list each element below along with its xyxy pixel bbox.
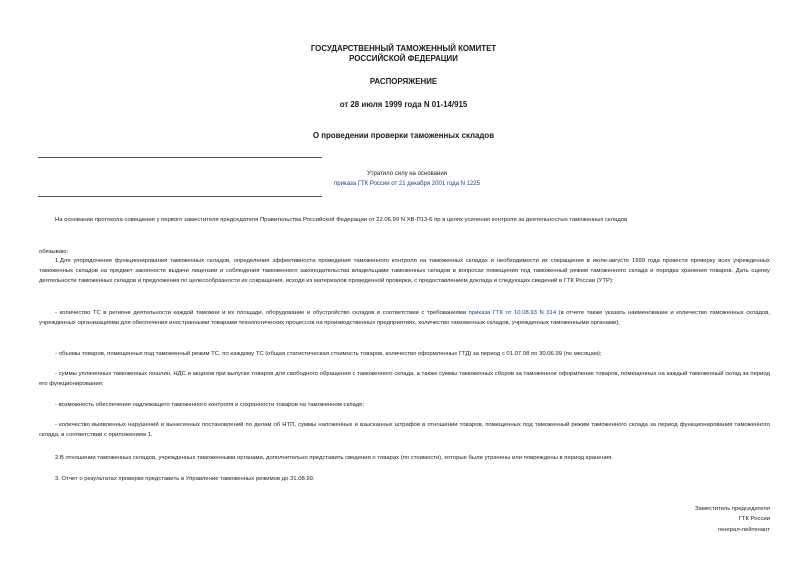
bullet-3-paragraph: - суммы уплаченных таможенных пошлин, НДС и акцизов при выпуске товаров для свободного обращения с таможенного склада, а также суммы таможенных сборов за таможенное оформление товаров, помещенных на каждый таможенный склад за период его функционирования; <box>39 371 770 387</box>
lost-force-text: Утратило силу на основании <box>366 171 448 177</box>
bullet-1-text-start: - количество ТС в регионе деятельности каждой таможни и их площади, оборудование и обустройство складов в соответствии с требованиями <box>55 310 469 316</box>
committee-line-2: РОССИЙСКОЙ ФЕДЕРАЦИИ <box>349 54 458 63</box>
item-1-paragraph: 1.Для упорядочения функционирования таможенных складов, определения эффективности проведения таможенного контроля на таможенных складах и необходимости их сокращения в июле-августе 1999 года провести проверку всех учрежденных таможенных складов на предмет законности выдачи лицензии и соблюдения таможенного законодательства владельцами таможенных складов в вопросах помещения под таможенный режим таможенного склада и порядка хранения товаров. Дать оценку деятельности таможенных складов и предложения по целесообразности их сокращения, исходя из материалов проведенной проверки, с предоставлением доклада и следующих сведений в ГТК России (УТР): <box>39 258 770 284</box>
committee-line-1: ГОСУДАРСТВЕННЫЙ ТАМОЖЕННЫЙ КОМИТЕТ <box>310 44 497 53</box>
document-type: РАСПОРЯЖЕНИЕ <box>369 77 438 86</box>
status-block <box>207 169 607 189</box>
item-2-paragraph: 2.В отношении таможенных складов, учрежденных таможенными органами, дополнительно представить сведения о товарах (по стоимости), которые были утрачены или повреждены в период хранения. <box>55 455 613 461</box>
bullet-1-text-end: (в отчете также указать наименование и количество таможенных складов, учрежденных организациями для обеспечения иностранными товарами технологических процессов на производственных предприятиях, количество таможенных складов, учрежденных таможенными органами); <box>39 310 770 326</box>
divider-top <box>38 157 322 158</box>
signature-line-1: Заместитель председателя <box>694 506 770 512</box>
intro-paragraph: На основании протокола совещения у первого заместителя председателя Правительства Российской Федерации от 22.06.99 N ХВ-П13-6 пр в целях усиления контроля за деятельностью таможенных складов <box>55 217 628 223</box>
bullet-4-paragraph: - возможность обеспечения надлежащего таможенного контроля и сохранности товаров на таможенном складе; <box>55 402 365 408</box>
order-314-link[interactable]: приказа ГТК от 10.08.93 N 314 <box>468 310 557 316</box>
signature-line-3: генерал-лейтенант <box>717 526 770 533</box>
obliges-label: обязываю: <box>39 249 69 255</box>
signature-block <box>695 504 770 535</box>
item-3-paragraph: 3. Отчет о результатах проверки представить в Управление таможенных режимов до 31.08.99. <box>55 476 315 482</box>
bullet-2-paragraph: - объемы товаров, помещенных под таможенный режим ТС, по каждому ТС (общая статистическая стоимость товаров, количество оформленных ГТД) за период с 01.07.98 по 30.06.99 (по месяцам); <box>55 351 602 357</box>
bullet-5-paragraph: - количество выявленных нарушений и вынесенных постановлений по делам об НТП, суммы наложенных и взысканных штрафов в отношении товаров, помещенных под таможенный режим таможенного склада за период функционирования таможенного склада, в соответствии с приложением 1. <box>39 422 770 438</box>
lost-force-link[interactable]: приказа ГТК России от 21 декабря 2001 года N 1225 <box>334 181 480 187</box>
divider-bottom <box>38 196 322 197</box>
signature-line-2: ГТК России <box>738 516 770 523</box>
document-title: О проведении проверки таможенных складов <box>312 131 495 140</box>
document-date-number: от 28 июля 1999 года N 01-14/915 <box>339 100 468 109</box>
bullet-1-paragraph <box>39 309 770 329</box>
